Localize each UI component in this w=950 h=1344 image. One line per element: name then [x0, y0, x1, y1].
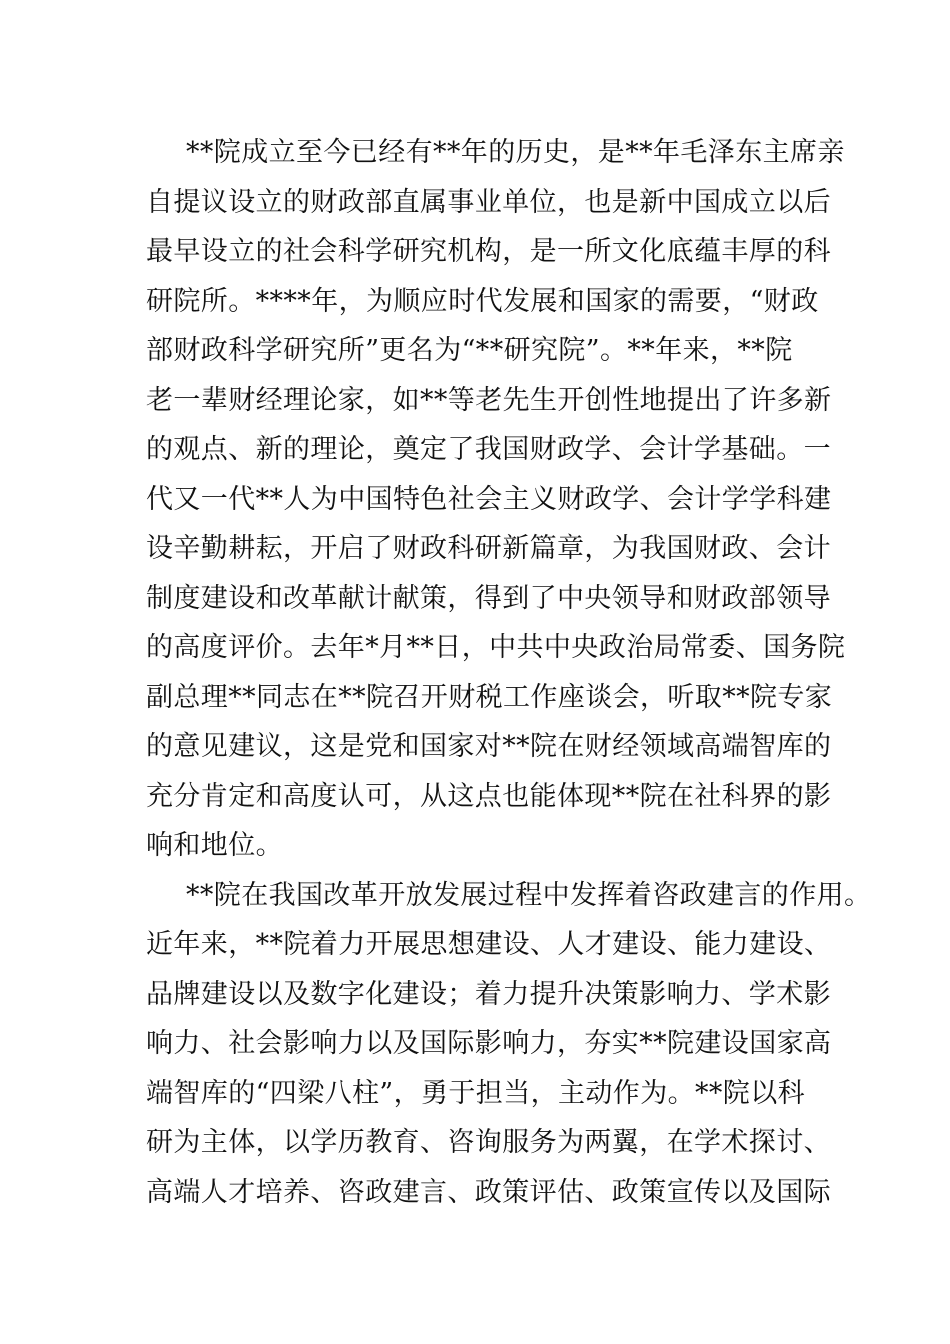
- text-line: 设辛勤耕耘，开启了财政科研新篇章，为我国财政、会计: [146, 533, 831, 564]
- text-line: 响和地位。: [146, 830, 283, 861]
- text-line: 的意见建议，这是党和国家对**院在财经领域高端智库的: [146, 731, 832, 762]
- text-line: 高端人才培养、咨政建言、政策评估、政策宣传以及国际: [146, 1176, 831, 1208]
- text-line: **院在我国改革开放发展过程中发挥着咨政建言的作用。: [186, 879, 872, 911]
- text-line: 近年来，**院着力开展思想建设、人才建设、能力建设、: [146, 929, 832, 960]
- text-line: 制度建设和改革献计献策，得到了中央领导和财政部领导: [146, 582, 831, 614]
- text-line: **院成立至今已经有**年的历史，是**年毛泽东主席亲: [186, 137, 845, 168]
- document-body: [146, 128, 872, 1217]
- text-line: 副总理**同志在**院召开财税工作座谈会，听取**院专家: [146, 681, 833, 713]
- text-line: 部财政科学研究所”更名为“**研究院”。**年来，**院: [146, 335, 793, 366]
- paragraph-2: [146, 871, 872, 1218]
- text-line: 最早设立的社会科学研究机构，是一所文化底蕴丰厚的科: [146, 236, 831, 267]
- paragraph-1: [146, 128, 846, 871]
- text-line: 端智库的“四梁八柱”，勇于担当，主动作为。**院以科: [146, 1077, 806, 1109]
- text-line: 研为主体，以学历教育、咨询服务为两翼，在学术探讨、: [146, 1127, 831, 1158]
- text-line: 代又一代**人为中国特色社会主义财政学、会计学学科建: [146, 483, 832, 515]
- text-line: 研院所。****年，为顺应时代发展和国家的需要，“财政: [146, 285, 819, 317]
- text-line: 的观点、新的理论，奠定了我国财政学、会计学基础。一: [146, 434, 831, 465]
- text-line: 自提议设立的财政部直属事业单位，也是新中国成立以后: [146, 186, 831, 218]
- text-line: 品牌建设以及数字化建设；着力提升决策影响力、学术影: [146, 978, 831, 1010]
- text-line: 的高度评价。去年*月**日，中共中央政治局常委、国务院: [146, 632, 846, 663]
- text-line: 老一辈财经理论家，如**等老先生开创性地提出了许多新: [146, 384, 832, 416]
- text-line: 响力、社会影响力以及国际影响力，夯实**院建设国家高: [146, 1028, 832, 1059]
- text-line: 充分肯定和高度认可，从这点也能体现**院在社科界的影: [146, 780, 832, 812]
